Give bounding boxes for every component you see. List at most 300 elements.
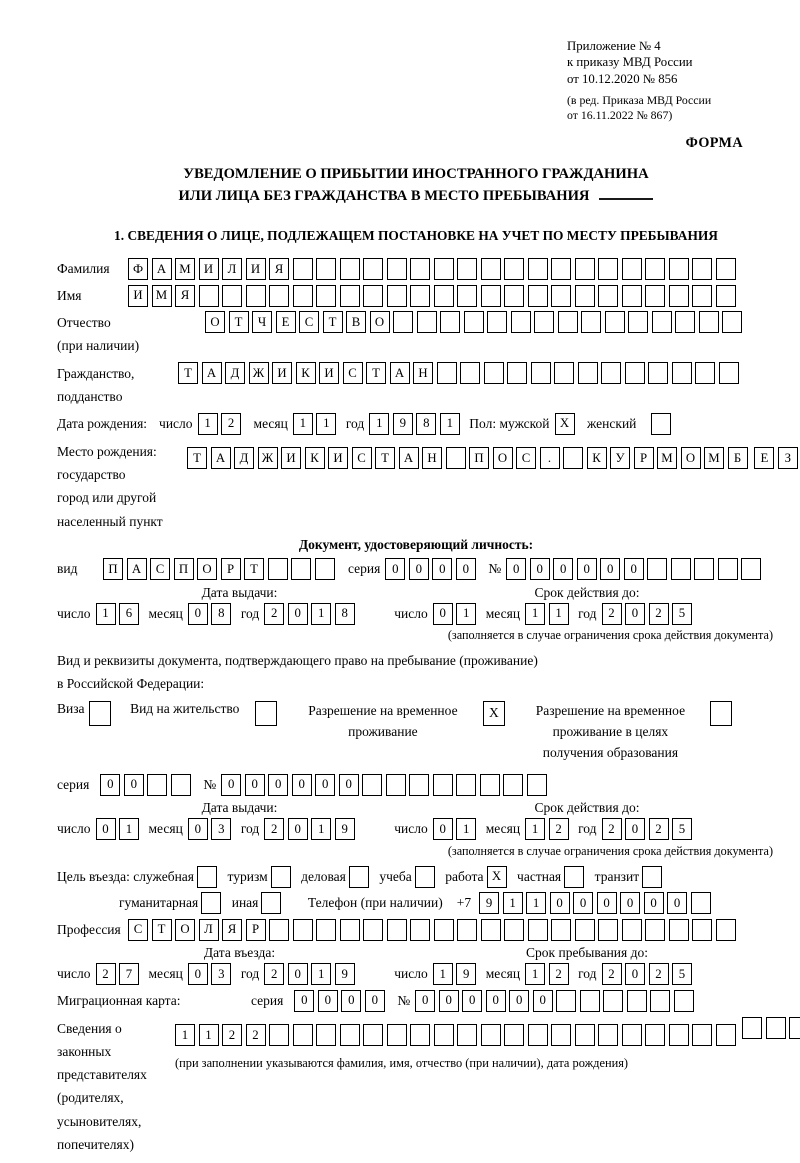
char-cell[interactable]: О: [205, 311, 225, 333]
char-cell[interactable]: Ф: [128, 258, 148, 280]
char-cell[interactable]: [622, 1024, 642, 1046]
char-cell[interactable]: 0: [625, 963, 645, 985]
char-cell[interactable]: [627, 990, 647, 1012]
char-cell[interactable]: Я: [175, 285, 195, 307]
char-cell[interactable]: [410, 1024, 430, 1046]
char-cell[interactable]: Н: [413, 362, 433, 384]
char-cell[interactable]: 0: [433, 818, 453, 840]
char-cell[interactable]: Ч: [252, 311, 272, 333]
char-cell[interactable]: 2: [246, 1024, 266, 1046]
char-cell[interactable]: С: [516, 447, 536, 469]
char-cell[interactable]: [766, 1017, 786, 1039]
char-cell[interactable]: [363, 1024, 383, 1046]
char-cell[interactable]: [551, 1024, 571, 1046]
char-cell[interactable]: [528, 919, 548, 941]
char-cell[interactable]: 0: [96, 818, 116, 840]
char-cell[interactable]: [199, 285, 219, 307]
char-cell[interactable]: Д: [225, 362, 245, 384]
char-cell[interactable]: 0: [573, 892, 593, 914]
char-cell[interactable]: [387, 1024, 407, 1046]
char-cell[interactable]: И: [272, 362, 292, 384]
char-cell[interactable]: З: [778, 447, 798, 469]
char-cell[interactable]: Л: [222, 258, 242, 280]
char-cell[interactable]: [603, 990, 623, 1012]
char-cell[interactable]: 0: [415, 990, 435, 1012]
char-cell[interactable]: А: [211, 447, 231, 469]
char-cell[interactable]: Е: [754, 447, 774, 469]
char-cell[interactable]: П: [103, 558, 123, 580]
char-cell[interactable]: [269, 285, 289, 307]
char-cell[interactable]: 1: [199, 1024, 219, 1046]
char-cell[interactable]: Т: [366, 362, 386, 384]
char-cell[interactable]: 1: [525, 963, 545, 985]
char-cell[interactable]: 1: [311, 818, 331, 840]
char-cell[interactable]: Н: [422, 447, 442, 469]
char-cell[interactable]: 6: [119, 603, 139, 625]
char-cell[interactable]: 1: [316, 413, 336, 435]
char-cell[interactable]: С: [299, 311, 319, 333]
char-cell[interactable]: 1: [175, 1024, 195, 1046]
char-cell[interactable]: 9: [335, 818, 355, 840]
char-cell[interactable]: [456, 774, 476, 796]
char-cell[interactable]: 5: [672, 603, 692, 625]
char-cell[interactable]: 0: [188, 963, 208, 985]
char-cell[interactable]: [261, 892, 281, 914]
char-cell[interactable]: [434, 1024, 454, 1046]
char-cell[interactable]: [716, 1024, 736, 1046]
char-cell[interactable]: [692, 919, 712, 941]
char-cell[interactable]: [645, 285, 665, 307]
char-cell[interactable]: [622, 285, 642, 307]
char-cell[interactable]: Д: [234, 447, 254, 469]
char-cell[interactable]: [417, 311, 437, 333]
char-cell[interactable]: [652, 311, 672, 333]
char-cell[interactable]: 0: [530, 558, 550, 580]
char-cell[interactable]: 0: [288, 818, 308, 840]
char-cell[interactable]: К: [296, 362, 316, 384]
char-cell[interactable]: 0: [433, 603, 453, 625]
char-cell[interactable]: Т: [152, 919, 172, 941]
char-cell[interactable]: [789, 1017, 800, 1039]
char-cell[interactable]: [671, 558, 691, 580]
char-cell[interactable]: [645, 258, 665, 280]
char-cell[interactable]: [564, 866, 584, 888]
char-cell[interactable]: 2: [602, 603, 622, 625]
char-cell[interactable]: И: [319, 362, 339, 384]
char-cell[interactable]: [316, 1024, 336, 1046]
char-cell[interactable]: [434, 285, 454, 307]
char-cell[interactable]: П: [469, 447, 489, 469]
char-cell[interactable]: [222, 285, 242, 307]
char-cell[interactable]: [691, 892, 711, 914]
char-cell[interactable]: [511, 311, 531, 333]
char-cell[interactable]: [556, 990, 576, 1012]
char-cell[interactable]: [255, 701, 277, 726]
char-cell[interactable]: 1: [440, 413, 460, 435]
char-cell[interactable]: [363, 919, 383, 941]
char-cell[interactable]: [446, 447, 466, 469]
char-cell[interactable]: Т: [323, 311, 343, 333]
char-cell[interactable]: [269, 1024, 289, 1046]
char-cell[interactable]: 0: [624, 558, 644, 580]
char-cell[interactable]: [528, 285, 548, 307]
char-cell[interactable]: 1: [456, 603, 476, 625]
char-cell[interactable]: 0: [644, 892, 664, 914]
char-cell[interactable]: 1: [311, 963, 331, 985]
char-cell[interactable]: X: [555, 413, 575, 435]
char-cell[interactable]: [387, 919, 407, 941]
char-cell[interactable]: 0: [577, 558, 597, 580]
char-cell[interactable]: [528, 1024, 548, 1046]
char-cell[interactable]: 0: [100, 774, 120, 796]
char-cell[interactable]: [197, 866, 217, 888]
char-cell[interactable]: [605, 311, 625, 333]
char-cell[interactable]: [716, 919, 736, 941]
char-cell[interactable]: [507, 362, 527, 384]
char-cell[interactable]: 9: [393, 413, 413, 435]
char-cell[interactable]: [669, 1024, 689, 1046]
char-cell[interactable]: [558, 311, 578, 333]
char-cell[interactable]: 5: [672, 818, 692, 840]
char-cell[interactable]: [464, 311, 484, 333]
char-cell[interactable]: [393, 311, 413, 333]
char-cell[interactable]: 2: [96, 963, 116, 985]
char-cell[interactable]: [504, 258, 524, 280]
char-cell[interactable]: 0: [553, 558, 573, 580]
char-cell[interactable]: [669, 919, 689, 941]
char-cell[interactable]: А: [202, 362, 222, 384]
char-cell[interactable]: О: [175, 919, 195, 941]
char-cell[interactable]: [598, 919, 618, 941]
char-cell[interactable]: А: [152, 258, 172, 280]
char-cell[interactable]: 2: [222, 1024, 242, 1046]
char-cell[interactable]: [675, 311, 695, 333]
char-cell[interactable]: 0: [339, 774, 359, 796]
char-cell[interactable]: [480, 774, 500, 796]
char-cell[interactable]: [672, 362, 692, 384]
char-cell[interactable]: [363, 285, 383, 307]
char-cell[interactable]: 0: [625, 818, 645, 840]
char-cell[interactable]: [349, 866, 369, 888]
char-cell[interactable]: И: [199, 258, 219, 280]
char-cell[interactable]: [551, 919, 571, 941]
char-cell[interactable]: [551, 258, 571, 280]
char-cell[interactable]: [710, 701, 732, 726]
char-cell[interactable]: 7: [119, 963, 139, 985]
char-cell[interactable]: Т: [244, 558, 264, 580]
char-cell[interactable]: [575, 285, 595, 307]
char-cell[interactable]: [315, 558, 335, 580]
char-cell[interactable]: 0: [620, 892, 640, 914]
char-cell[interactable]: 8: [416, 413, 436, 435]
char-cell[interactable]: [648, 362, 668, 384]
char-cell[interactable]: [622, 919, 642, 941]
char-cell[interactable]: [503, 774, 523, 796]
char-cell[interactable]: [293, 285, 313, 307]
char-cell[interactable]: [410, 258, 430, 280]
char-cell[interactable]: [293, 1024, 313, 1046]
char-cell[interactable]: 0: [365, 990, 385, 1012]
char-cell[interactable]: [628, 311, 648, 333]
char-cell[interactable]: 0: [509, 990, 529, 1012]
char-cell[interactable]: [554, 362, 574, 384]
char-cell[interactable]: [575, 919, 595, 941]
char-cell[interactable]: 2: [549, 963, 569, 985]
char-cell[interactable]: [669, 258, 689, 280]
char-cell[interactable]: [575, 1024, 595, 1046]
char-cell[interactable]: [504, 919, 524, 941]
char-cell[interactable]: 2: [221, 413, 241, 435]
char-cell[interactable]: [457, 258, 477, 280]
char-cell[interactable]: 1: [293, 413, 313, 435]
char-cell[interactable]: [457, 1024, 477, 1046]
char-cell[interactable]: [598, 1024, 618, 1046]
char-cell[interactable]: У: [610, 447, 630, 469]
char-cell[interactable]: 1: [311, 603, 331, 625]
char-cell[interactable]: [531, 362, 551, 384]
char-cell[interactable]: [387, 285, 407, 307]
char-cell[interactable]: X: [483, 701, 505, 726]
char-cell[interactable]: 2: [264, 818, 284, 840]
char-cell[interactable]: О: [493, 447, 513, 469]
char-cell[interactable]: 0: [188, 818, 208, 840]
char-cell[interactable]: 0: [294, 990, 314, 1012]
char-cell[interactable]: [434, 258, 454, 280]
char-cell[interactable]: 1: [525, 603, 545, 625]
char-cell[interactable]: [484, 362, 504, 384]
char-cell[interactable]: 8: [335, 603, 355, 625]
char-cell[interactable]: [692, 258, 712, 280]
char-cell[interactable]: 1: [526, 892, 546, 914]
char-cell[interactable]: [440, 311, 460, 333]
char-cell[interactable]: 0: [268, 774, 288, 796]
char-cell[interactable]: 0: [439, 990, 459, 1012]
char-cell[interactable]: [581, 311, 601, 333]
char-cell[interactable]: Е: [276, 311, 296, 333]
char-cell[interactable]: А: [399, 447, 419, 469]
char-cell[interactable]: [598, 258, 618, 280]
char-cell[interactable]: [575, 258, 595, 280]
char-cell[interactable]: 1: [503, 892, 523, 914]
char-cell[interactable]: [271, 866, 291, 888]
char-cell[interactable]: 0: [506, 558, 526, 580]
char-cell[interactable]: С: [343, 362, 363, 384]
char-cell[interactable]: [457, 919, 477, 941]
char-cell[interactable]: [534, 311, 554, 333]
char-cell[interactable]: 1: [369, 413, 389, 435]
char-cell[interactable]: [716, 285, 736, 307]
char-cell[interactable]: [387, 258, 407, 280]
char-cell[interactable]: 0: [245, 774, 265, 796]
char-cell[interactable]: 2: [649, 963, 669, 985]
char-cell[interactable]: [487, 311, 507, 333]
char-cell[interactable]: [742, 1017, 762, 1039]
char-cell[interactable]: 1: [456, 818, 476, 840]
char-cell[interactable]: 1: [119, 818, 139, 840]
char-cell[interactable]: Б: [728, 447, 748, 469]
char-cell[interactable]: А: [127, 558, 147, 580]
char-cell[interactable]: [719, 362, 739, 384]
char-cell[interactable]: 8: [211, 603, 231, 625]
char-cell[interactable]: 9: [479, 892, 499, 914]
char-cell[interactable]: 2: [264, 963, 284, 985]
char-cell[interactable]: [386, 774, 406, 796]
char-cell[interactable]: [362, 774, 382, 796]
char-cell[interactable]: 0: [221, 774, 241, 796]
char-cell[interactable]: 0: [409, 558, 429, 580]
char-cell[interactable]: [410, 919, 430, 941]
char-cell[interactable]: Р: [246, 919, 266, 941]
char-cell[interactable]: М: [704, 447, 724, 469]
char-cell[interactable]: [268, 558, 288, 580]
char-cell[interactable]: 0: [432, 558, 452, 580]
char-cell[interactable]: 1: [525, 818, 545, 840]
char-cell[interactable]: 0: [288, 963, 308, 985]
char-cell[interactable]: Р: [634, 447, 654, 469]
char-cell[interactable]: Л: [199, 919, 219, 941]
char-cell[interactable]: 0: [533, 990, 553, 1012]
char-cell[interactable]: [650, 990, 670, 1012]
char-cell[interactable]: 0: [462, 990, 482, 1012]
char-cell[interactable]: 0: [124, 774, 144, 796]
char-cell[interactable]: [528, 258, 548, 280]
char-cell[interactable]: 2: [602, 963, 622, 985]
char-cell[interactable]: 1: [198, 413, 218, 435]
char-cell[interactable]: 0: [315, 774, 335, 796]
char-cell[interactable]: Ж: [258, 447, 278, 469]
char-cell[interactable]: 9: [335, 963, 355, 985]
char-cell[interactable]: [692, 1024, 712, 1046]
char-cell[interactable]: 0: [600, 558, 620, 580]
char-cell[interactable]: [601, 362, 621, 384]
char-cell[interactable]: [460, 362, 480, 384]
char-cell[interactable]: [504, 1024, 524, 1046]
char-cell[interactable]: М: [657, 447, 677, 469]
char-cell[interactable]: М: [175, 258, 195, 280]
char-cell[interactable]: К: [587, 447, 607, 469]
char-cell[interactable]: И: [246, 258, 266, 280]
char-cell[interactable]: [718, 558, 738, 580]
char-cell[interactable]: [457, 285, 477, 307]
char-cell[interactable]: [481, 919, 501, 941]
char-cell[interactable]: 3: [211, 818, 231, 840]
char-cell[interactable]: [578, 362, 598, 384]
char-cell[interactable]: 1: [433, 963, 453, 985]
char-cell[interactable]: 9: [456, 963, 476, 985]
char-cell[interactable]: [642, 866, 662, 888]
char-cell[interactable]: [316, 919, 336, 941]
char-cell[interactable]: [410, 285, 430, 307]
char-cell[interactable]: Т: [187, 447, 207, 469]
char-cell[interactable]: [291, 558, 311, 580]
char-cell[interactable]: Ж: [249, 362, 269, 384]
char-cell[interactable]: О: [681, 447, 701, 469]
char-cell[interactable]: 5: [672, 963, 692, 985]
char-cell[interactable]: И: [128, 285, 148, 307]
char-cell[interactable]: [669, 285, 689, 307]
char-cell[interactable]: 0: [486, 990, 506, 1012]
char-cell[interactable]: 0: [550, 892, 570, 914]
char-cell[interactable]: О: [370, 311, 390, 333]
char-cell[interactable]: [415, 866, 435, 888]
char-cell[interactable]: [551, 285, 571, 307]
char-cell[interactable]: 2: [649, 818, 669, 840]
char-cell[interactable]: 0: [667, 892, 687, 914]
char-cell[interactable]: 0: [385, 558, 405, 580]
char-cell[interactable]: [692, 285, 712, 307]
char-cell[interactable]: 2: [602, 818, 622, 840]
char-cell[interactable]: [481, 285, 501, 307]
char-cell[interactable]: 1: [96, 603, 116, 625]
char-cell[interactable]: [340, 1024, 360, 1046]
char-cell[interactable]: [645, 1024, 665, 1046]
char-cell[interactable]: [699, 311, 719, 333]
char-cell[interactable]: М: [152, 285, 172, 307]
char-cell[interactable]: С: [128, 919, 148, 941]
char-cell[interactable]: И: [281, 447, 301, 469]
char-cell[interactable]: [316, 258, 336, 280]
char-cell[interactable]: [527, 774, 547, 796]
char-cell[interactable]: [340, 919, 360, 941]
char-cell[interactable]: [674, 990, 694, 1012]
char-cell[interactable]: [201, 892, 221, 914]
char-cell[interactable]: [625, 362, 645, 384]
char-cell[interactable]: [434, 919, 454, 941]
char-cell[interactable]: В: [346, 311, 366, 333]
char-cell[interactable]: К: [305, 447, 325, 469]
char-cell[interactable]: [741, 558, 761, 580]
char-cell[interactable]: [481, 258, 501, 280]
char-cell[interactable]: С: [150, 558, 170, 580]
char-cell[interactable]: [695, 362, 715, 384]
char-cell[interactable]: [409, 774, 429, 796]
char-cell[interactable]: Я: [269, 258, 289, 280]
char-cell[interactable]: 0: [188, 603, 208, 625]
char-cell[interactable]: [340, 285, 360, 307]
char-cell[interactable]: [340, 258, 360, 280]
char-cell[interactable]: 0: [456, 558, 476, 580]
char-cell[interactable]: [722, 311, 742, 333]
char-cell[interactable]: [437, 362, 457, 384]
char-cell[interactable]: О: [197, 558, 217, 580]
char-cell[interactable]: Р: [221, 558, 241, 580]
char-cell[interactable]: .: [540, 447, 560, 469]
char-cell[interactable]: 3: [211, 963, 231, 985]
char-cell[interactable]: [293, 258, 313, 280]
char-cell[interactable]: 0: [292, 774, 312, 796]
char-cell[interactable]: 0: [625, 603, 645, 625]
char-cell[interactable]: Т: [178, 362, 198, 384]
char-cell[interactable]: И: [328, 447, 348, 469]
char-cell[interactable]: [481, 1024, 501, 1046]
char-cell[interactable]: [563, 447, 583, 469]
char-cell[interactable]: [580, 990, 600, 1012]
char-cell[interactable]: 0: [318, 990, 338, 1012]
char-cell[interactable]: Т: [375, 447, 395, 469]
char-cell[interactable]: [171, 774, 191, 796]
char-cell[interactable]: [716, 258, 736, 280]
char-cell[interactable]: X: [487, 866, 507, 888]
char-cell[interactable]: [598, 285, 618, 307]
char-cell[interactable]: [651, 413, 671, 435]
char-cell[interactable]: [269, 919, 289, 941]
char-cell[interactable]: [622, 258, 642, 280]
char-cell[interactable]: [363, 258, 383, 280]
char-cell[interactable]: 0: [341, 990, 361, 1012]
char-cell[interactable]: [694, 558, 714, 580]
char-cell[interactable]: 2: [264, 603, 284, 625]
char-cell[interactable]: [316, 285, 336, 307]
